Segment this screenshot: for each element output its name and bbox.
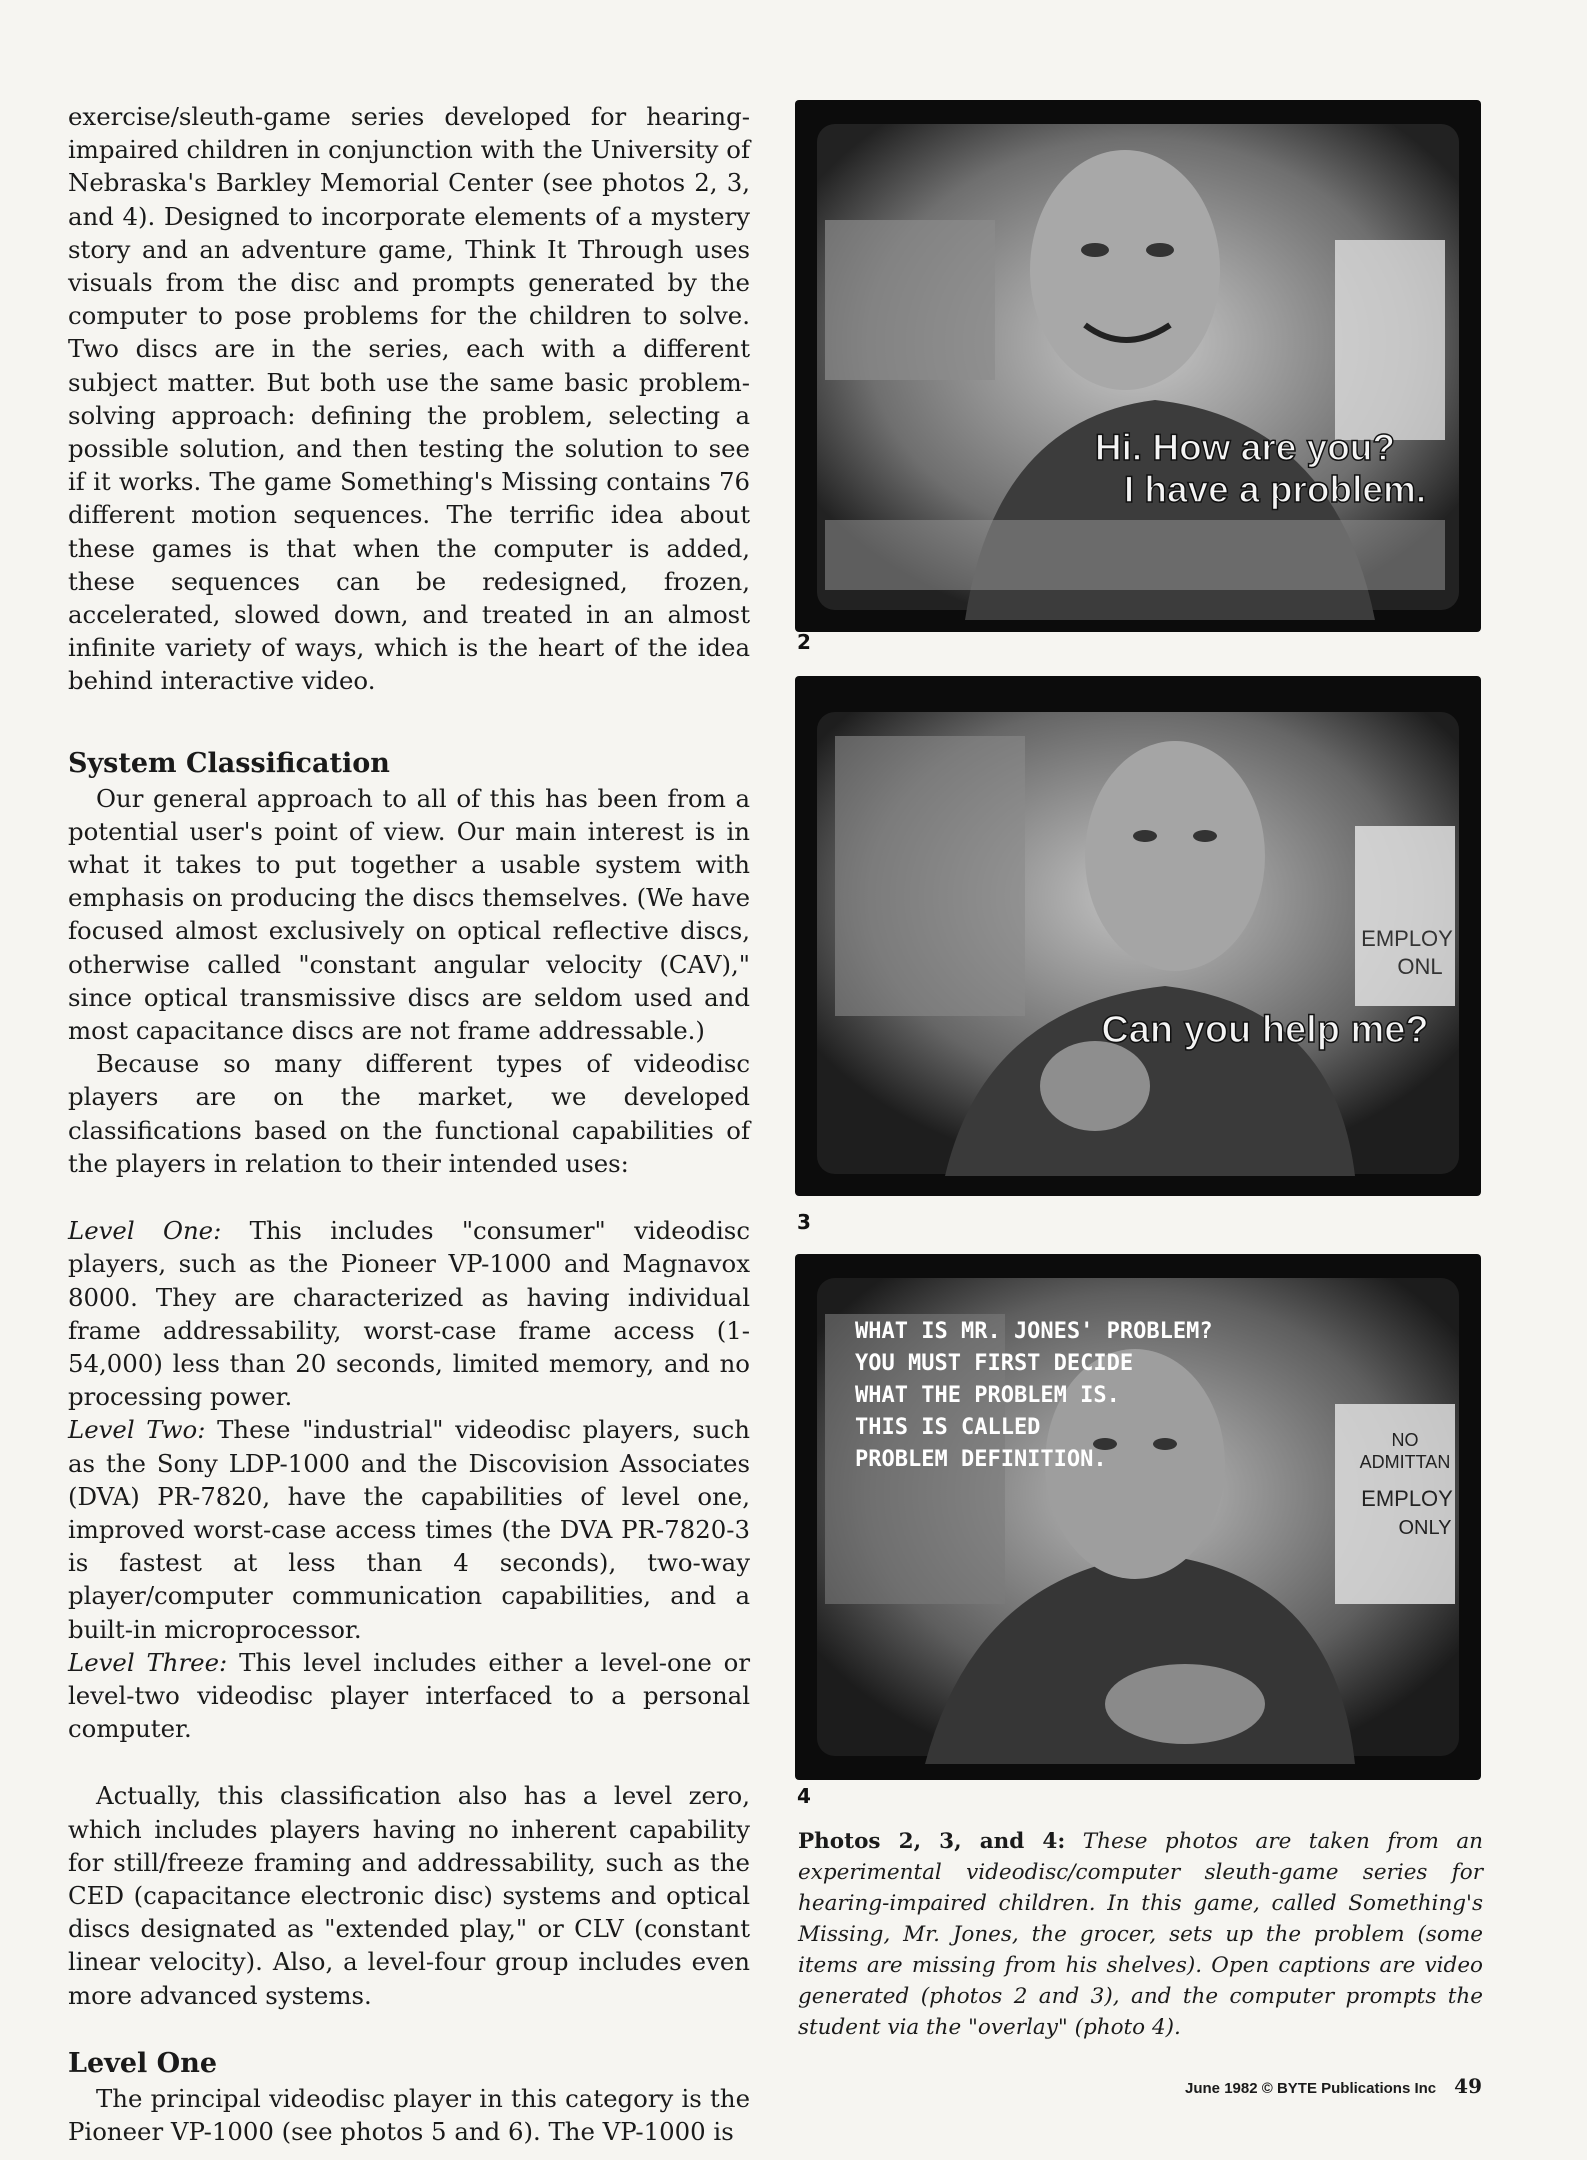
photo-4-overlay-line-4: THIS IS CALLED (855, 1415, 1041, 1440)
caption-text: These photos are taken from an experimental videodisc/computer sleuth-game series for hearing-impaired children. In this game, called Something's Missing, Mr. Jones, the grocer, sets up the problem (some items are missing from his shelves). Open captions are video generated (photos 2 and 3), and the computer prompts the student via the "overlay" (photo 4). (798, 1829, 1484, 2040)
caption-label: Photos 2, 3, and 4: (798, 1829, 1066, 1854)
photo-2 (795, 100, 1481, 632)
photo-4-sign-line-2: ADMITTAN (1359, 1452, 1451, 1472)
photo-4-sign-line-1: NO (1391, 1430, 1419, 1450)
photo-3-sign-line-1: EMPLOY (1361, 926, 1453, 951)
level-two-definition (68, 1413, 750, 1645)
photo-3-sign-line-2: ONL (1397, 954, 1443, 979)
photo-3 (795, 676, 1481, 1196)
system-paragraph-1: Our general approach to all of this has been from a potential user's point of view. Our main interest is in what it takes to put together a usable system with emphasis on producing the discs themselves. (We have focused almost exclusively on optical reflective discs, otherwise called "constant angular velocity (CAV)," since optical transmissive discs are seldom used and most capacitance discs are not frame addressable.) (68, 783, 750, 1046)
page-footer (1160, 2074, 1482, 2098)
level-two-text: These "industrial" videodisc players, such as the Sony LDP-1000 and the Discovision Associates (DVA) PR-7820, have the capabilities of level one, improved worst-case access times (the DVA PR-7820-3 is fastest at less than 4 seconds), two-way player/computer communication capabilities, and a built-in microprocessor. (68, 1415, 750, 1644)
photo-4-overlay-line-1: WHAT IS MR. JONES' PROBLEM? (855, 1319, 1213, 1344)
photo-4-overlay-line-3: WHAT THE PROBLEM IS. (855, 1383, 1120, 1408)
photo-4-image (795, 1254, 1481, 1780)
photo-4-number: 4 (797, 1784, 811, 1808)
photo-2-caption-line-1: Hi. How are you? (1094, 427, 1395, 468)
left-column (68, 100, 750, 2148)
photo-2-number: 2 (797, 630, 811, 654)
photo-4-overlay-line-2: YOU MUST FIRST DECIDE (855, 1351, 1134, 1376)
footer-text: June 1982 © BYTE Publications Inc (1185, 2080, 1437, 2097)
intro-paragraph: exercise/sleuth-game series developed for hearing-impaired children in conjunction with the University of Nebraska's Barkley Memorial Center (see photos 2, 3, and 4). Designed to incorporate elements of a mystery story and an adventure game, Think It Through uses visuals from the disc and prompts generated by the computer to pose problems for the children to solve. Two discs are in the series, each with a different subject matter. But both use the same basic problem-solving approach: defining the problem, selecting a possible solution, and then testing the solution to see if it works. The game Something's Missing contains 76 different motion sequences. The terrific idea about these games is that when the computer is added, these sequences can be redesigned, frozen, accelerated, slowed down, and treated in an almost infinite variety of ways, which is the heart of the idea behind interactive video. (68, 102, 750, 696)
level-two-label: Level Two: (68, 1415, 206, 1445)
photo-2-image (795, 100, 1481, 632)
photo-3-number: 3 (797, 1210, 811, 1234)
heading-level-one: Level One (68, 2047, 218, 2079)
level-three-text: This level includes either a level-one or level-two videodisc player interfaced to a personal computer. (68, 1647, 750, 1744)
level-three-definition (68, 1646, 750, 1746)
heading-system-classification: System Classification (68, 747, 390, 779)
photo-2-caption-line-2: I have a problem. (1123, 469, 1427, 510)
page-number: 49 (1454, 2074, 1482, 2098)
photo-4-sign-line-4: ONLY (1398, 1517, 1452, 1539)
photo-3-image (795, 676, 1481, 1196)
photo-4-sign-line-3: EMPLOY (1361, 1486, 1453, 1511)
photos-caption (798, 1826, 1483, 2043)
level-one-text: This includes "consumer" videodisc players, such as the Pioneer VP-1000 and Magnavox 8000. They are characterized as having individual frame addressability, worst-case frame access (1-54,000) less than 20 seconds, limited memory, and no processing power. (68, 1216, 750, 1412)
photo-4-overlay-line-5: PROBLEM DEFINITION. (855, 1447, 1107, 1472)
actually-paragraph: Actually, this classification also has a level zero, which includes players having no inherent capability for still/freeze framing and addressability, such as the CED (capacitance electronic disc) systems and optical discs designated as "extended play," or CLV (constant linear velocity). Also, a level-four group includes even more advanced systems. (68, 1781, 750, 2010)
level-three-label: Level Three: (68, 1647, 228, 1677)
system-paragraph-2: Because so many different types of videodisc players are on the market, we developed classifications based on the functional capabilities of the players in relation to their intended uses: (68, 1049, 750, 1178)
level-one-section-paragraph: The principal videodisc player in this category is the Pioneer VP-1000 (see photos 5 and 6). The VP-1000 is (68, 2083, 750, 2146)
photo-3-caption-line-1: Can you help me? (1101, 1009, 1429, 1051)
photo-4 (795, 1254, 1481, 1780)
level-one-label: Level One: (68, 1216, 222, 1246)
level-one-definition (68, 1214, 750, 1413)
